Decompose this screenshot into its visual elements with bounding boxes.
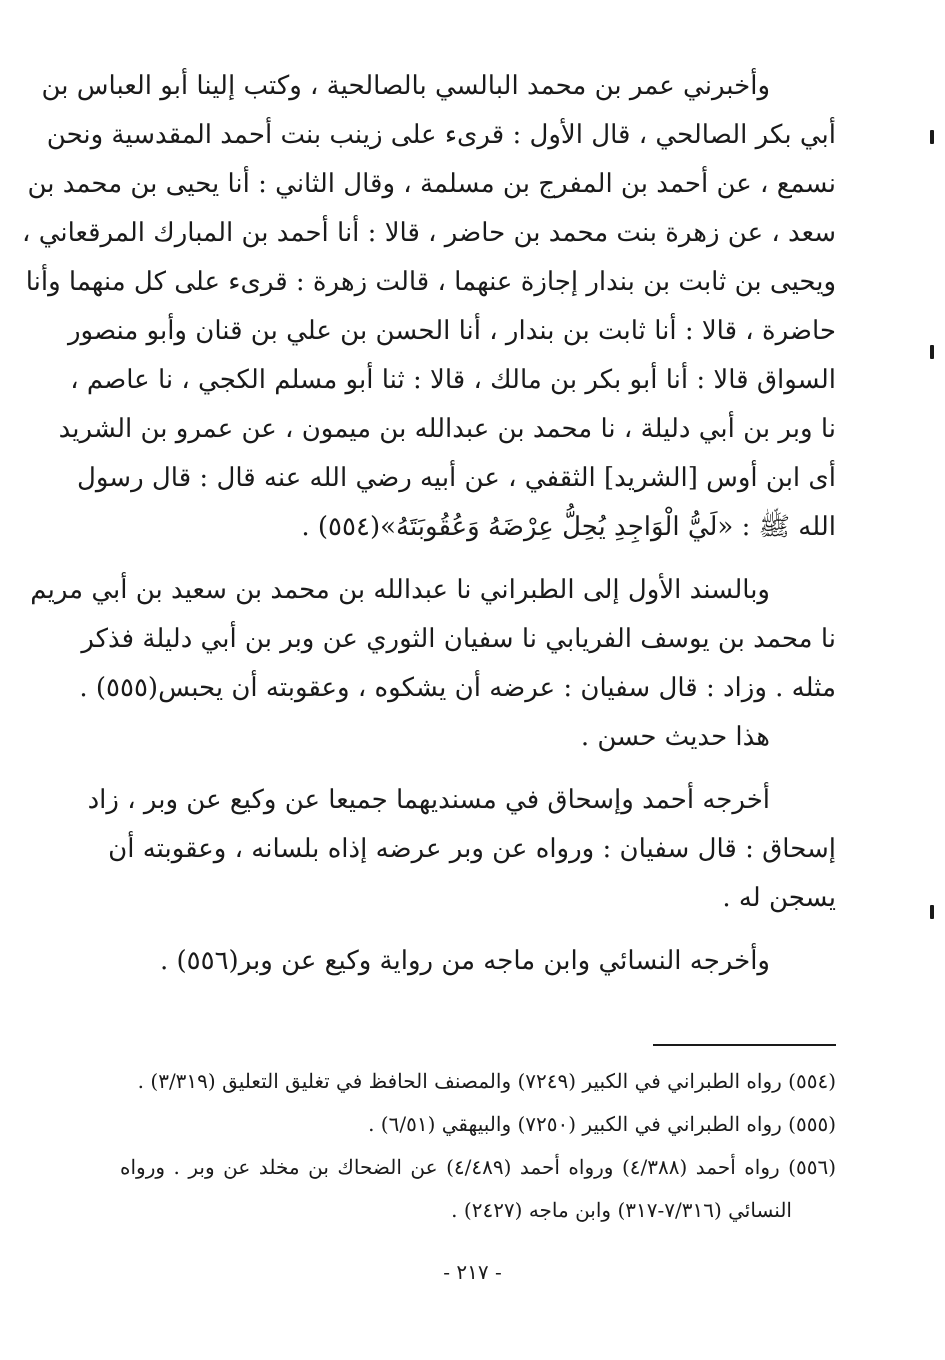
- page-number: - ٢١٧ -: [443, 1260, 502, 1284]
- margin-mark: [930, 905, 934, 919]
- footnote-554: (٥٥٤) رواه الطبراني في الكبير (٧٢٤٩) والمصنف الحافظ في تغليق التعليق (٣/٣١٩) .: [137, 1069, 836, 1093]
- text-line: الله ﷺ : «لَيُّ الْوَاجِدِ يُحِلُّ عِرْضَهُ وَعُقُوبَتَهُ»(٥٥٤) .: [301, 512, 836, 542]
- text-line: نا محمد بن يوسف الفريابي نا سفيان الثوري عن وبر بن أبي دليلة فذكر: [81, 624, 836, 654]
- main-text: [22, 62, 836, 986]
- text-line: أى ابن أوس [الشريد] الثقفي ، عن أبيه رضي الله عنه قال : قال رسول: [76, 463, 836, 493]
- footnote-divider: [653, 1044, 836, 1046]
- text-line: نا وبر بن أبي دليلة ، نا محمد بن عبدالله بن ميمون ، عن عمرو بن الشريد: [58, 414, 836, 444]
- text-line: سعد ، عن زهرة بنت محمد بن حاضر ، قالا : أنا أحمد بن المبارك المرقعاني ،: [22, 218, 836, 248]
- text-line: يسجن له .: [722, 883, 836, 913]
- text-line: أخرجه أحمد وإسحاق في مسنديهما جميعا عن وكيع عن وبر ، زاد: [87, 785, 770, 815]
- footnote-555: (٥٥٥) رواه الطبراني في الكبير (٧٢٥٠) والبيهقي (٦/٥١) .: [368, 1112, 836, 1136]
- text-line: إسحاق : قال سفيان : ورواه عن وبر عرضه إذاه بلسانه ، وعقوبته أن: [108, 834, 836, 864]
- footnote-556: (٥٥٦) رواه أحمد (٤/٣٨٨) ورواه أحمد (٤/٤٨٩) عن الضحاك بن مخلد عن وبر . ورواه: [120, 1155, 836, 1179]
- text-line: مثله . وزاد : قال سفيان : عرضه أن يشكوه ، وعقوبته أن يحبس(٥٥٥) .: [79, 673, 836, 703]
- text-line: السواق قالا : أنا أبو بكر بن مالك ، قالا : ثنا أبو مسلم الكجي ، نا عاصم ،: [70, 365, 836, 395]
- text-line: أبي بكر الصالحي ، قال الأول : قرىء على زينب بنت أحمد المقدسية ونحن: [46, 120, 836, 150]
- text-line: وأخبرني عمر بن محمد البالسي بالصالحية ، وكتب إلينا أبو العباس بن: [41, 71, 770, 101]
- text-line: حاضرة ، قالا : أنا ثابت بن بندار ، أنا الحسن بن علي بن قنان وأبو منصور: [67, 316, 836, 346]
- footnote-556-continued: النسائي (٧/٣١٦-٣١٧) وابن ماجه (٢٤٢٧) .: [451, 1198, 792, 1222]
- margin-mark: [930, 130, 934, 144]
- text-line: وأخرجه النسائي وابن ماجه من رواية وكيع عن وبر(٥٥٦) .: [159, 946, 770, 976]
- text-line: ويحيى بن ثابت بن بندار إجازة عنهما ، قالت زهرة : قرىء على كل منهما وأنا: [25, 267, 836, 297]
- text-line: نسمع ، عن أحمد بن المفرج بن مسلمة ، وقال الثاني : أنا يحيى بن محمد بن: [27, 169, 836, 199]
- text-line: هذا حديث حسن .: [580, 722, 770, 752]
- text-line: وبالسند الأول إلى الطبراني نا عبدالله بن محمد بن سعيد بن أبي مريم: [30, 575, 770, 605]
- margin-mark: [930, 345, 934, 359]
- footnotes: [120, 1060, 836, 1232]
